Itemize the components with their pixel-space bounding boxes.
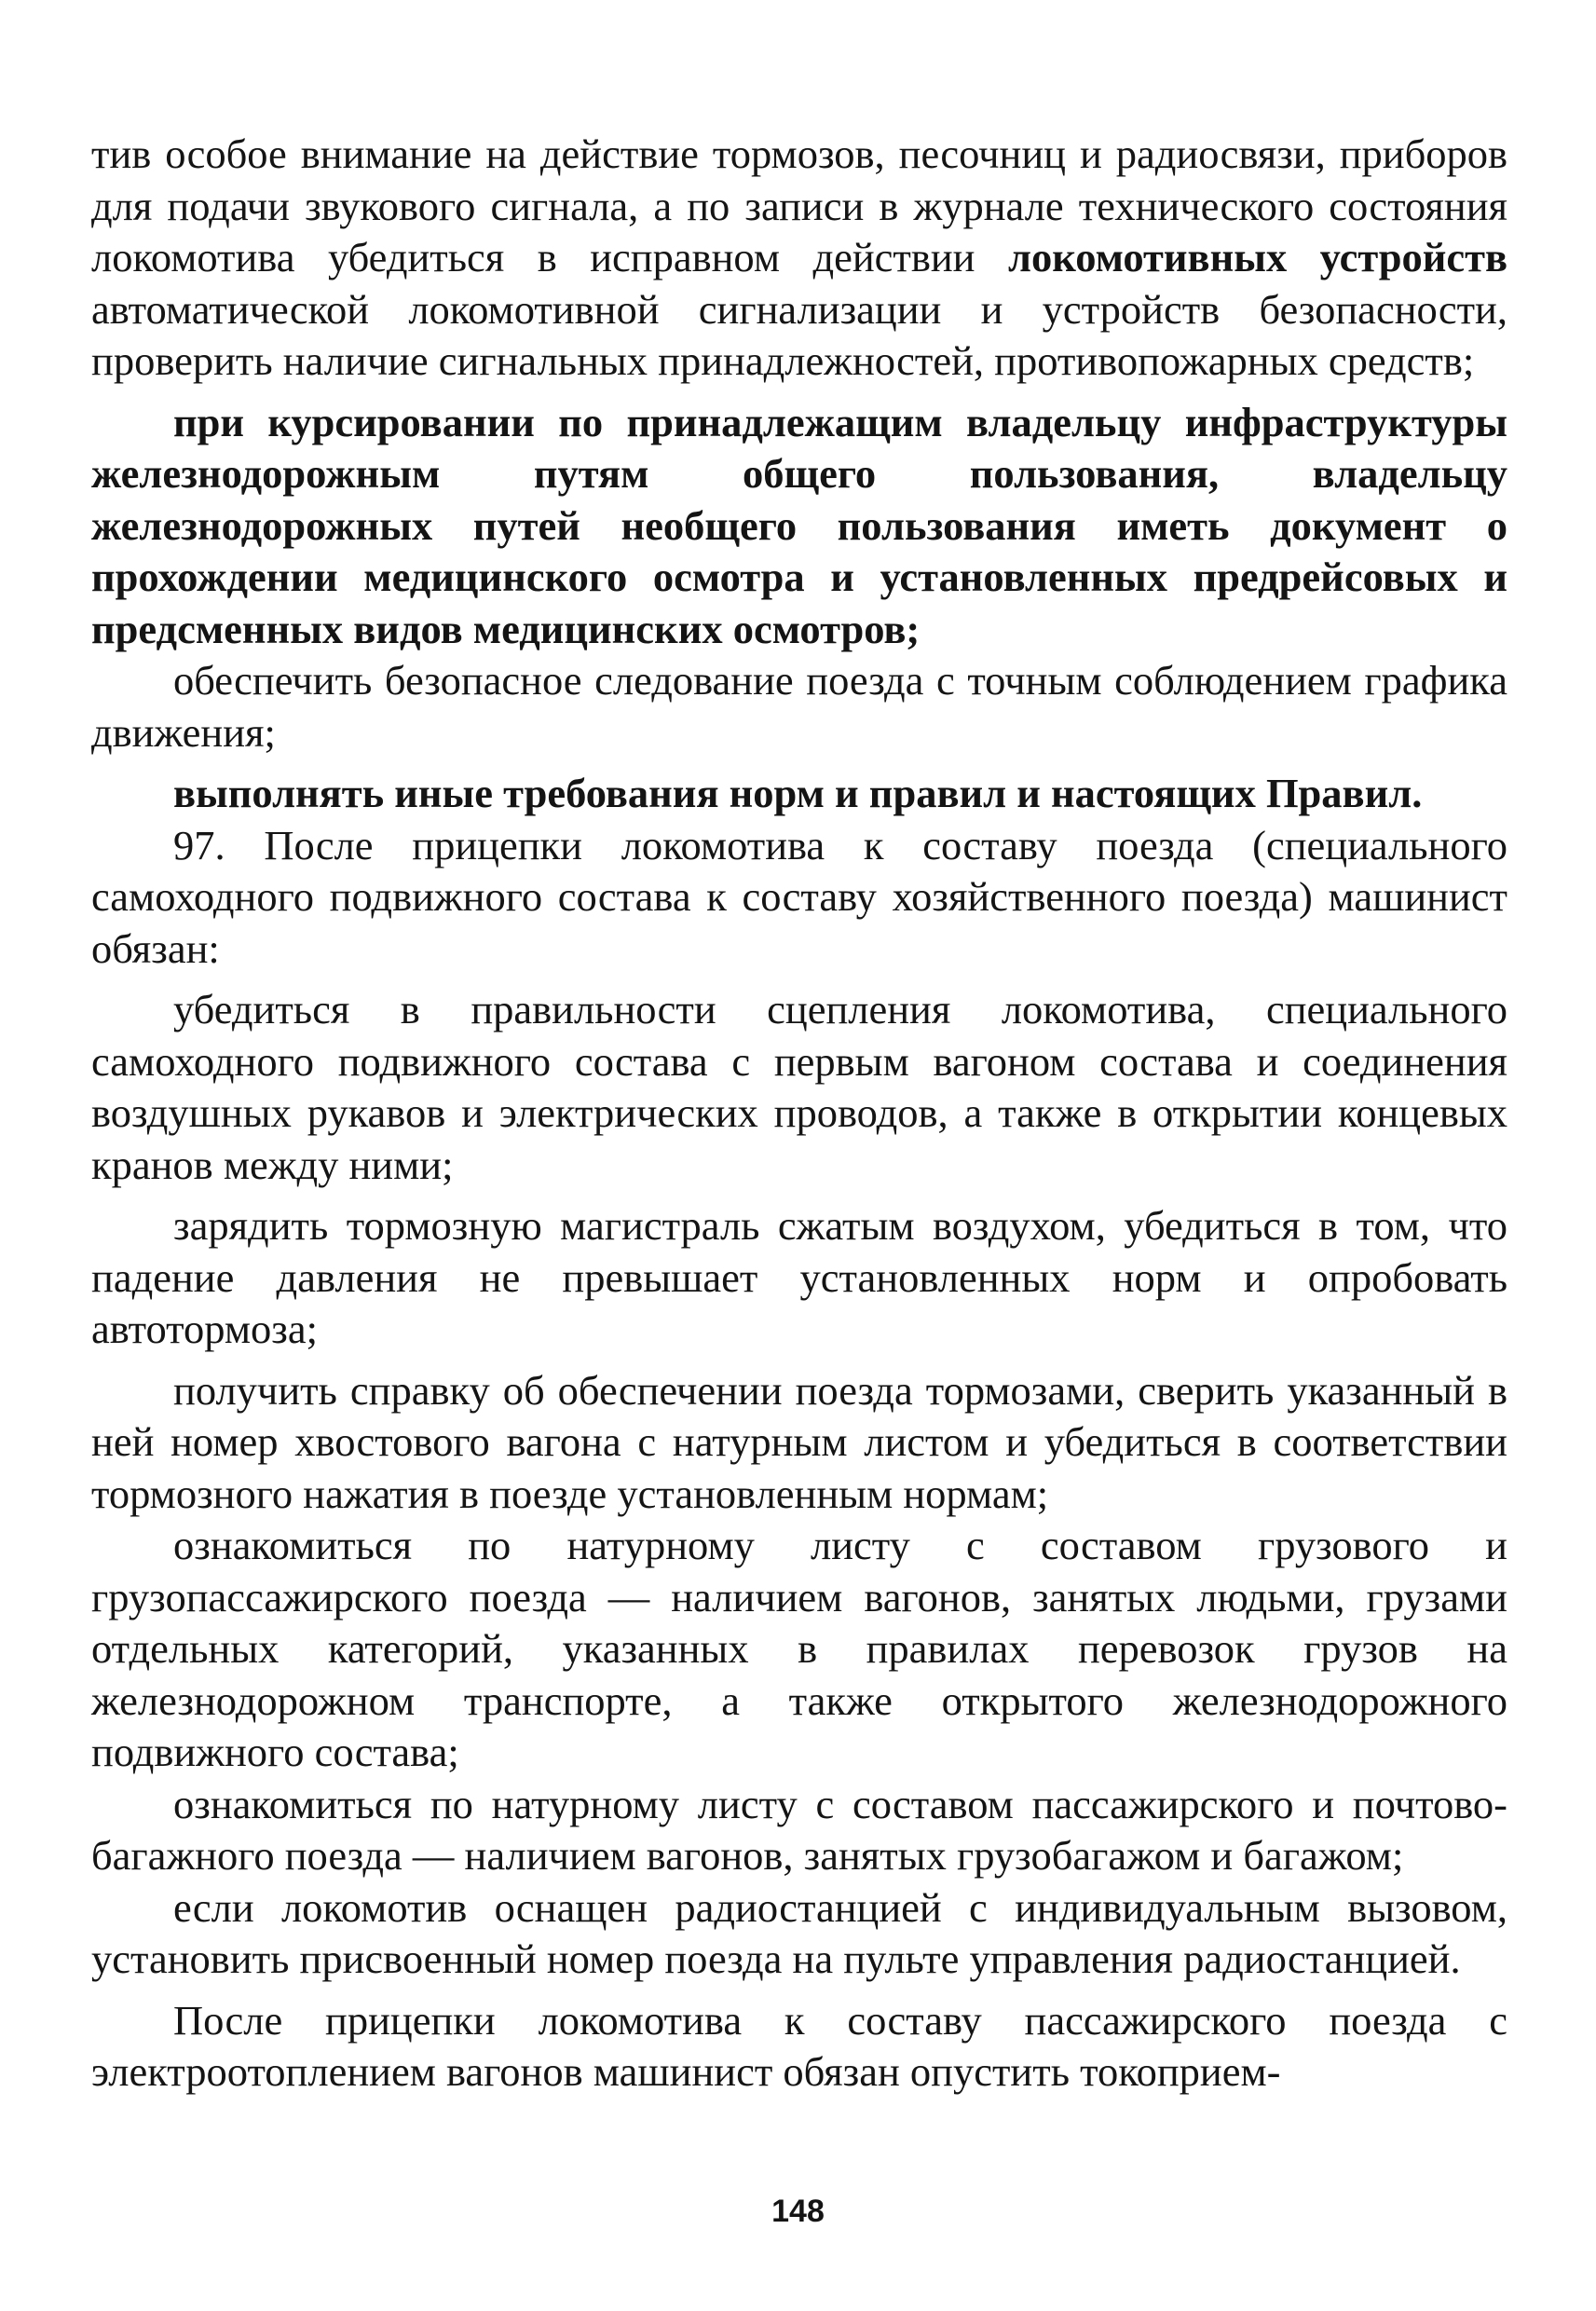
paragraph-1-text-end: автоматической локомотивной сигнализации и устройств безопасности, проверить наличие сигнальных принадлежностей, противопожарных средств; xyxy=(91,285,1507,384)
paragraph-9: ознакомиться по натурному листу с составом грузового и грузопассажирского поезда — наличием вагонов, занятых людьми, грузами отдельных категорий, указанных в правилах перевозок грузов на железнодорожном транспорте, а также открытого железнодорожного подвижного состава; xyxy=(91,1522,1507,1775)
paragraph-12: После прицепки локомотива к составу пассажирского поезда с электроотоплением вагонов машинист обязан опустить токоприем- xyxy=(91,1996,1507,2095)
paragraph-5-clause-97: 97. После прицепки локомотива к составу поезда (специального самоходного подвижного состава к составу хозяйственного поезда) машинист обязан: xyxy=(91,821,1507,972)
paragraph-8: получить справку об обеспечении поезда тормозами, сверить указанный в ней номер хвостового вагона с натурным листом и убедиться в соответствии тормозного нажатия в поезде установленным нормам; xyxy=(91,1366,1507,1517)
paragraph-10: ознакомиться по натурному листу с составом пассажирского и почтово-багажного поезда — наличием вагонов, занятых грузобагажом и багажом; xyxy=(91,1780,1507,1879)
page-number: 148 xyxy=(771,2194,825,2229)
paragraph-11: если локомотив оснащен радиостанцией с индивидуальным вызовом, установить присвоенный номер поезда на пульте управления радиостанцией. xyxy=(91,1883,1507,1982)
paragraph-7: зарядить тормозную магистраль сжатым воздухом, убедиться в том, что падение давления не превышает установленных норм и опробовать автотормоза; xyxy=(91,1202,1507,1352)
paragraph-2-bold: при курсировании по принадлежащим владельцу инфраструктуры железнодорожным путям общего пользования, владельцу железнодорожных путей необщего пользования иметь документ о прохождении медицинского осмотра и установленных предрейсовых и предсменных видов медицинских осмотров; xyxy=(91,398,1507,652)
paragraph-1 xyxy=(91,129,1507,388)
paragraph-1-bold-text: локомотивных устройств xyxy=(1007,234,1507,280)
paragraph-4-bold: выполнять иные требования норм и правил и настоящих Правил. xyxy=(173,770,1423,816)
document-page xyxy=(91,129,1507,2099)
paragraph-1-text-start: тив особое внимание на действие тормозов, песочниц и радиосвязи, приборов для подачи звукового сигнала, а по записи в журнале технического состояния локомотива убедиться в исправном действии xyxy=(91,130,1507,280)
paragraph-6: убедиться в правильности сцепления локомотива, специального самоходного подвижного состава с первым вагоном состава и соединения воздушных рукавов и электрических проводов, а также в открытии концевых кранов между ними; xyxy=(91,986,1507,1188)
paragraph-3: обеспечить безопасное следование поезда с точным соблюдением графика движения; xyxy=(91,657,1507,756)
